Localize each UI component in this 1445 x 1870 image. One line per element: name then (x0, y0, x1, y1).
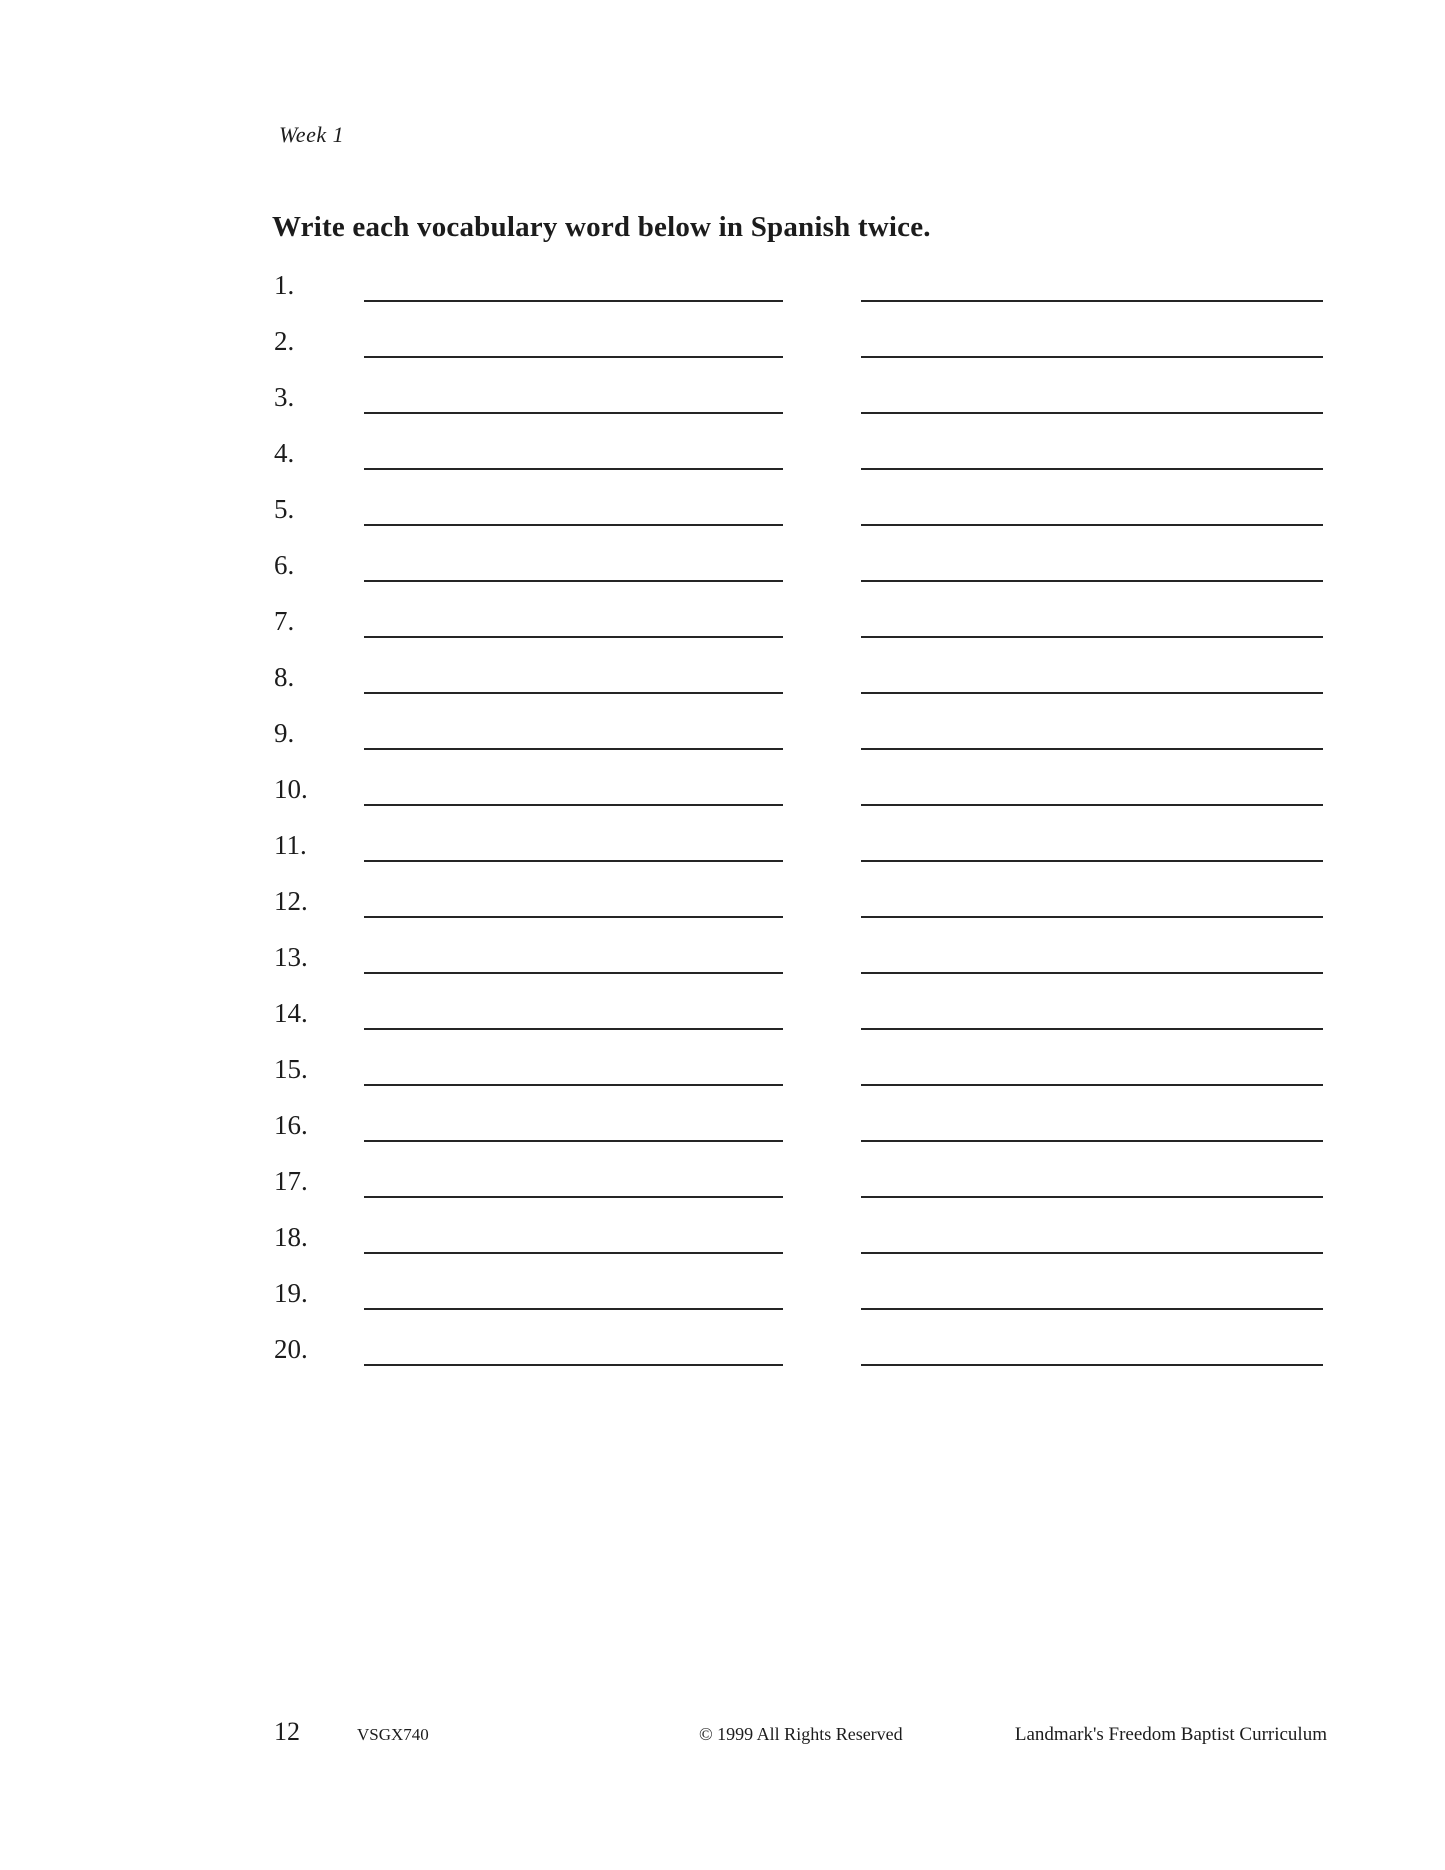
answer-blank-second (861, 544, 1323, 582)
answer-blank-second (861, 1048, 1323, 1086)
answer-blank-second (861, 264, 1323, 302)
answer-blank-second (861, 600, 1323, 638)
list-item (0, 1162, 1445, 1198)
item-number: 18. (274, 1222, 308, 1252)
list-item (0, 994, 1445, 1030)
answer-blank-first (364, 1160, 783, 1198)
instruction-heading: Write each vocabulary word below in Spanish twice. (272, 211, 931, 243)
item-number: 17. (274, 1166, 308, 1196)
item-number: 13. (274, 942, 308, 972)
item-number: 11. (274, 830, 307, 860)
list-item (0, 322, 1445, 358)
answer-blank-first (364, 1104, 783, 1142)
answer-blank-second (861, 656, 1323, 694)
answer-blank-second (861, 768, 1323, 806)
list-item (0, 1274, 1445, 1310)
answer-blank-second (861, 488, 1323, 526)
item-number: 8. (274, 662, 295, 692)
answer-blank-second (861, 376, 1323, 414)
answer-blank-first (364, 1048, 783, 1086)
answer-blank-first (364, 768, 783, 806)
answer-blank-second (861, 936, 1323, 974)
answer-blank-first (364, 376, 783, 414)
answer-blank-second (861, 1272, 1323, 1310)
list-item (0, 490, 1445, 526)
list-item (0, 1330, 1445, 1366)
list-item (0, 546, 1445, 582)
answer-blank-first (364, 1328, 783, 1366)
item-number: 1. (274, 270, 295, 300)
course-code: VSGX740 (357, 1725, 429, 1744)
list-item (0, 1218, 1445, 1254)
answer-blank-first (364, 544, 783, 582)
item-number: 15. (274, 1054, 308, 1084)
answer-blank-second (861, 320, 1323, 358)
page-number: 12 (274, 1717, 300, 1746)
answer-blank-first (364, 824, 783, 862)
list-item (0, 938, 1445, 974)
item-number: 12. (274, 886, 308, 916)
list-item (0, 266, 1445, 302)
list-item (0, 1050, 1445, 1086)
list-item (0, 826, 1445, 862)
answer-blank-first (364, 656, 783, 694)
answer-blank-second (861, 824, 1323, 862)
list-item (0, 434, 1445, 470)
answer-blank-second (861, 1104, 1323, 1142)
item-number: 2. (274, 326, 295, 356)
publisher-name: Landmark's Freedom Baptist Curriculum (1014, 1724, 1327, 1745)
list-item (0, 378, 1445, 414)
item-number: 20. (274, 1334, 308, 1364)
answer-blank-second (861, 712, 1323, 750)
item-number: 16. (274, 1110, 308, 1140)
answer-blank-second (861, 432, 1323, 470)
item-number: 10. (274, 774, 308, 804)
item-number: 6. (274, 550, 295, 580)
answer-blank-first (364, 320, 783, 358)
answer-blank-first (364, 1216, 783, 1254)
answer-blank-second (861, 992, 1323, 1030)
item-number: 7. (274, 606, 295, 636)
answer-blank-first (364, 992, 783, 1030)
answer-blank-first (364, 432, 783, 470)
answer-blank-first (364, 936, 783, 974)
list-item (0, 602, 1445, 638)
list-item (0, 658, 1445, 694)
list-item (0, 770, 1445, 806)
answer-blank-first (364, 264, 783, 302)
answer-blank-second (861, 1216, 1323, 1254)
answer-blank-first (364, 712, 783, 750)
list-item (0, 714, 1445, 750)
answer-blank-first (364, 880, 783, 918)
item-number: 19. (274, 1278, 308, 1308)
item-number: 4. (274, 438, 295, 468)
answer-blank-first (364, 1272, 783, 1310)
list-item (0, 882, 1445, 918)
page-footer (0, 1710, 1445, 1748)
answer-blank-first (364, 488, 783, 526)
week-label: Week 1 (279, 122, 345, 147)
list-item (0, 1106, 1445, 1142)
item-number: 9. (274, 718, 295, 748)
answer-blank-first (364, 600, 783, 638)
item-number: 14. (274, 998, 308, 1028)
answer-blank-second (861, 1328, 1323, 1366)
item-number: 3. (274, 382, 295, 412)
copyright-notice: © 1999 All Rights Reserved (699, 1724, 903, 1744)
answer-blank-second (861, 880, 1323, 918)
answer-blank-second (861, 1160, 1323, 1198)
item-number: 5. (274, 494, 295, 524)
